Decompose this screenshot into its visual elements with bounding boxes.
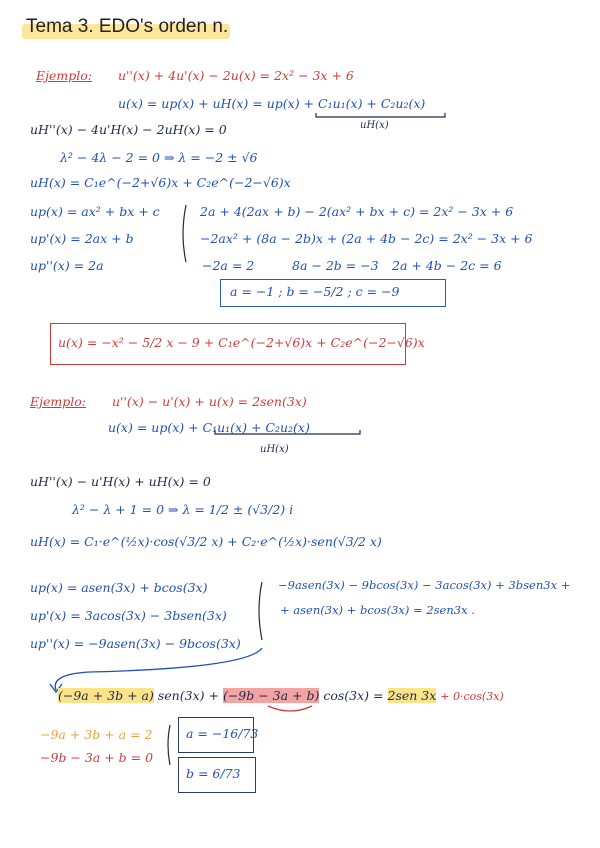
example2-collected-line [58,688,504,703]
example2-general-solution: u(x) = up(x) + C₁u₁(x) + C₂u₂(x) [108,420,310,435]
example2-up-prime: up'(x) = 3acos(3x) − 3bsen(3x) [30,608,227,623]
example2-characteristic: λ² − λ + 1 = 0 ⇒ λ = 1/2 ± (√3/2) i [72,502,294,517]
example1-label: Ejemplo: [36,68,92,83]
example2-label: Ejemplo: [30,394,86,409]
example1-final-solution: u(x) = −x² − 5/2 x − 9 + C₁e^(−2+√6)x + C₂e^(−2−√6)x [58,335,425,350]
example1-system-b: 8a − 2b = −3 [292,258,379,273]
example2-up: up(x) = asen(3x) + bcos(3x) [30,580,208,595]
example2-uh-label: uH(x) [260,444,289,455]
example2-equation-1: −9a + 3b + a = 2 [40,727,153,742]
example1-up-second: up''(x) = 2a [30,258,104,273]
example1-general-solution: u(x) = up(x) + uH(x) = up(x) + C₁u₁(x) + C₂u₂(x) [118,96,426,111]
example1-system-a: −2a = 2 [202,258,255,273]
example1-substitution: 2a + 4(2ax + b) − 2(ax² + bx + c) = 2x² − 3x + 6 [200,204,514,219]
example2-collect-rhs: 2sen 3x [387,688,437,703]
example1-coefficients: a = −1 ; b = −5/2 ; c = −9 [230,284,400,299]
example2-collect-mid: sen(3x) + [157,688,219,703]
example1-up-prime: up'(x) = 2ax + b [30,231,134,246]
example2-uh-solution: uH(x) = C₁·e^(½x)·cos(√3/2 x) + C₂·e^(½x)·sen(√3/2 x) [30,534,382,549]
example1-uh-label: uH(x) [360,120,389,131]
example2-collect-extra: + 0·cos(3x) [440,690,504,703]
example2-collect-a: (−9a + 3b + a) [58,688,154,703]
example2-up-second: up''(x) = −9asen(3x) − 9bcos(3x) [30,636,241,651]
example2-sum-line1: −9asen(3x) − 9bcos(3x) − 3acos(3x) + 3bsen3x + [278,578,571,592]
example2-sum-line2: + asen(3x) + bcos(3x) = 2sen3x . [280,603,475,617]
example1-uh-solution: uH(x) = C₁e^(−2+√6)x + C₂e^(−2−√6)x [30,175,291,190]
example2-result-a: a = −16/73 [186,726,259,741]
example2-homogeneous: uH''(x) − u'H(x) + uH(x) = 0 [30,474,211,489]
example1-characteristic: λ² − 4λ − 2 = 0 ⇒ λ = −2 ± √6 [60,150,258,165]
example1-homogeneous: uH''(x) − 4u'H(x) − 2uH(x) = 0 [30,122,227,137]
example2-equation-2: −9b − 3a + b = 0 [40,750,154,765]
example1-collected: −2ax² + (8a − 2b)x + (2a + 4b − 2c) = 2x² − 3x + 6 [200,231,533,246]
example2-collect-b: (−9b − 3a + b) [222,688,320,703]
example2-equation: u''(x) − u'(x) + u(x) = 2sen(3x) [112,394,307,409]
page-title: Tema 3. EDO's orden n. [26,16,229,37]
example2-result-b: b = 6/73 [186,766,241,781]
example1-up: up(x) = ax² + bx + c [30,204,160,219]
example1-equation: u''(x) + 4u'(x) − 2u(x) = 2x² − 3x + 6 [118,68,354,83]
example2-collect-cos: cos(3x) = [323,688,384,703]
example1-system-c: 2a + 4b − 2c = 6 [392,258,502,273]
